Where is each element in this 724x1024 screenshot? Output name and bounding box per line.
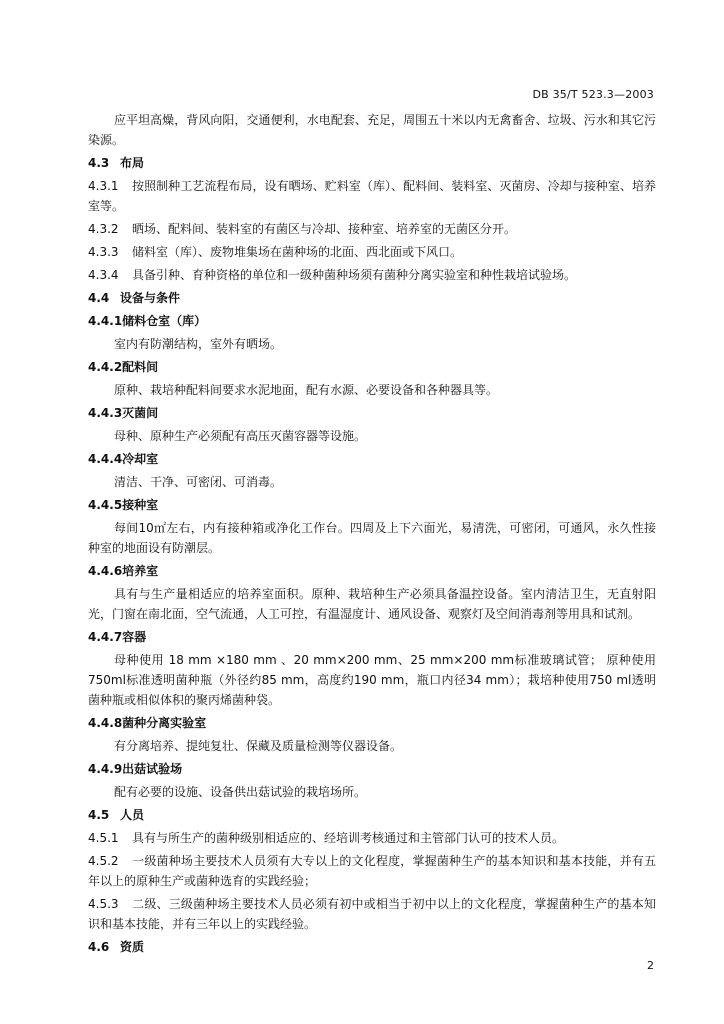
clause-item (88, 242, 656, 262)
section-heading (88, 561, 656, 581)
page-number: 2 (647, 959, 654, 972)
clause-text: 具备引种、育种资格的单位和一级种菌种场须有菌种分离实验室和种性栽培试验场。 (132, 268, 577, 282)
section-number: 4.4.5 (88, 498, 123, 512)
section-title: 设备与条件 (120, 291, 181, 305)
section-title: 出菇试验场 (122, 762, 183, 776)
section-heading (88, 403, 656, 423)
section-title: 资质 (120, 940, 145, 954)
body-paragraph: 配有必要的设施、设备供出菇试验的栽培场所。 (114, 785, 367, 799)
clause-number: 4.5.2 (88, 854, 119, 868)
section-number: 4.4.8 (88, 716, 123, 730)
section-heading (88, 759, 656, 779)
section-number: 4.4 (88, 291, 110, 305)
section-heading (88, 288, 656, 308)
section-title: 配料间 (122, 360, 159, 374)
section-heading (88, 937, 656, 957)
section-heading (88, 311, 656, 331)
section-number: 4.4.7 (88, 630, 123, 644)
section-title: 接种室 (122, 498, 159, 512)
section-title: 培养室 (122, 564, 159, 578)
clause-item (88, 828, 656, 848)
body-paragraph: 具有与生产量相适应的培养室面积。原种、栽培种生产必须具备温控设备。室内清洁卫生，无直射阳光，门窗在南北面，空气流通，人工可控，有温湿度计、通风设备、观察灯及空间消毒剂等用具和试剂。 (88, 587, 656, 621)
section-number: 4.4.2 (88, 360, 123, 374)
clause-number: 4.3.2 (88, 222, 119, 236)
document-code: DB 35/T 523.3—2003 (532, 88, 654, 101)
clause-text: 二级、三级菌种场主要技术人员必须有初中或相当于初中以上的文化程度，掌握菌种生产的基本知识和基本技能，并有三年以上的实践经验。 (88, 897, 656, 931)
section-title: 冷却室 (122, 452, 159, 466)
section-number: 4.4.3 (88, 406, 123, 420)
body-paragraph: 母种使用 18 mm ×180 mm 、20 mm×200 mm、25 mm×200 mm标准玻璃试管； 原种使用750ml标准透明菌种瓶（外径约85 mm，高度约190 mm，瓶口内径34 mm）；栽培种使用750 ml透明菌种瓶或相似体积的聚丙烯菌种袋。 (88, 653, 656, 707)
clause-text: 储料室（库）、废物堆集场在菌种场的北面、西北面或下风口。 (132, 245, 463, 259)
clause-text: 一级菌种场主要技术人员须有大专以上的文化程度，掌握菌种生产的基本知识和基本技能，并有五年以上的原种生产或菌种选育的实践经验； (88, 854, 656, 888)
body-paragraph: 应平坦高燥，背风向阳，交通便利，水电配套、充足，周围五十米以内无禽畜舍、垃圾、污水和其它污染源。 (88, 113, 656, 147)
section-title: 灭菌间 (122, 406, 159, 420)
clause-number: 4.3.1 (88, 179, 119, 193)
section-number: 4.4.6 (88, 564, 123, 578)
section-heading (88, 805, 656, 825)
clause-number: 4.3.3 (88, 245, 119, 259)
clause-item (88, 894, 656, 934)
clause-text: 晒场、配料间、装料室的有菌区与冷却、接种室、培养室的无菌区分开。 (132, 222, 517, 236)
clause-text: 具有与所生产的菌种级别相适应的、经培训考核通过和主管部门认可的技术人员。 (132, 831, 565, 845)
body-paragraph: 每间10㎡左右，内有接种箱或净化工作台。四周及上下六面光，易清洗，可密闭，可通风，永久性接种室的地面设有防潮层。 (88, 521, 656, 555)
section-title: 菌种分离实验室 (122, 716, 207, 730)
clause-number: 4.5.1 (88, 831, 119, 845)
section-heading (88, 495, 656, 515)
clause-number: 4.5.3 (88, 897, 119, 911)
section-heading (88, 713, 656, 733)
section-number: 4.5 (88, 808, 110, 822)
clause-item (88, 265, 656, 285)
clause-number: 4.3.4 (88, 268, 119, 282)
body-paragraph: 有分离培养、提纯复壮、保藏及质量检测等仪器设备。 (114, 739, 403, 753)
section-title: 布局 (120, 156, 145, 170)
clause-item (88, 219, 656, 239)
section-heading (88, 357, 656, 377)
clause-item (88, 851, 656, 891)
document-body (88, 110, 656, 960)
section-number: 4.4.1 (88, 314, 123, 328)
section-title: 容器 (122, 630, 147, 644)
body-paragraph: 母种、原种生产必须配有高压灭菌容器等设施。 (114, 429, 367, 443)
body-paragraph: 室内有防潮结构，室外有晒场。 (114, 337, 283, 351)
clause-item (88, 176, 656, 216)
clause-text: 按照制种工艺流程布局，设有晒场、贮料室（库）、配料间、装料室、灭菌房、冷却与接种室、培养室等。 (88, 179, 656, 213)
section-heading (88, 449, 656, 469)
section-title: 储料仓室（库） (122, 314, 207, 328)
section-heading (88, 153, 656, 173)
section-number: 4.3 (88, 156, 110, 170)
section-number: 4.6 (88, 940, 110, 954)
section-title: 人员 (120, 808, 145, 822)
section-number: 4.4.9 (88, 762, 123, 776)
section-heading (88, 627, 656, 647)
section-number: 4.4.4 (88, 452, 123, 466)
body-paragraph: 清洁、干净、可密闭、可消毒。 (114, 475, 283, 489)
body-paragraph: 原种、栽培种配料间要求水泥地面，配有水源、必要设备和各种器具等。 (114, 383, 499, 397)
